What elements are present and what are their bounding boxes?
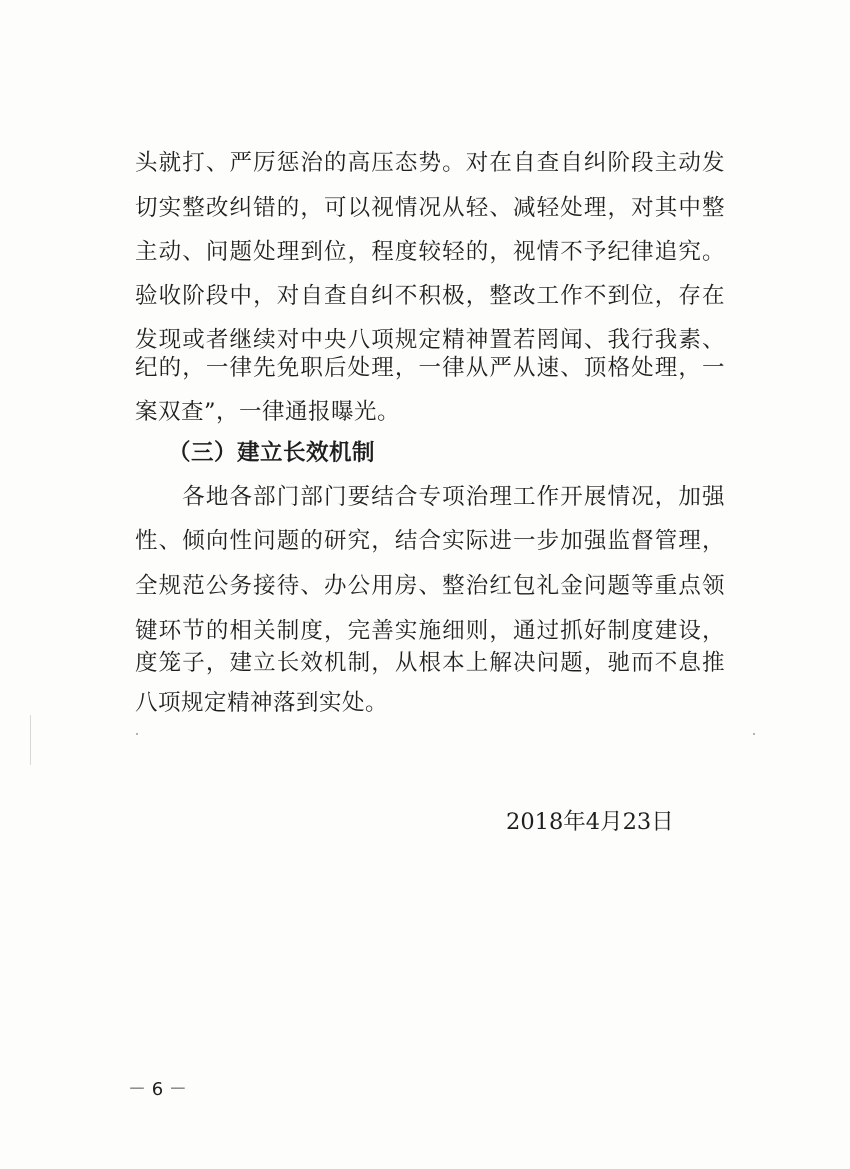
document-date: 2018年4月23日 bbox=[506, 809, 674, 835]
paragraph-1-line-1: 头就打、严厉惩治的高压态势。对在自查自纠阶段主动发 bbox=[135, 150, 725, 176]
scan-speck bbox=[136, 733, 138, 735]
paragraph-2-line-1: 各地各部门部门要结合专项治理工作开展情况，加强 bbox=[182, 484, 725, 510]
page-number: － 6 － bbox=[128, 1079, 187, 1100]
paragraph-1-line-6: 纪的，一律先免职后处理，一律从严从速、顶格处理，一 bbox=[135, 355, 725, 381]
paragraph-1-line-7: 案双查”，一律通报曝光。 bbox=[135, 399, 401, 425]
paragraph-2-line-6: 八项规定精神落到实处。 bbox=[135, 690, 389, 716]
paragraph-2-line-3: 全规范公务接待、办公用房、整治红包礼金问题等重点领 bbox=[135, 573, 725, 599]
paragraph-2-line-4: 键环节的相关制度，完善实施细则，通过抓好制度建设， bbox=[135, 618, 725, 644]
scan-margin-mark bbox=[30, 715, 31, 765]
paragraph-1-line-2: 切实整改纠错的，可以视情况从轻、减轻处理，对其中整 bbox=[135, 195, 725, 221]
section-heading: （三）建立长效机制 bbox=[168, 440, 376, 466]
scan-speck bbox=[753, 733, 755, 735]
paragraph-1-line-5: 发现或者继续对中央八项规定精神置若罔闻、我行我素、 bbox=[135, 327, 725, 353]
paragraph-1-line-4: 验收阶段中，对自查自纠不积极，整改工作不到位，存在 bbox=[135, 283, 725, 309]
paragraph-2-line-5: 度笼子，建立长效机制，从根本上解决问题，驰而不息推 bbox=[135, 650, 725, 676]
paragraph-1-line-3: 主动、问题处理到位，程度较轻的，视情不予纪律追究。 bbox=[135, 239, 725, 265]
paragraph-2-line-2: 性、倾向性问题的研究，结合实际进一步加强监督管理， bbox=[135, 528, 725, 554]
